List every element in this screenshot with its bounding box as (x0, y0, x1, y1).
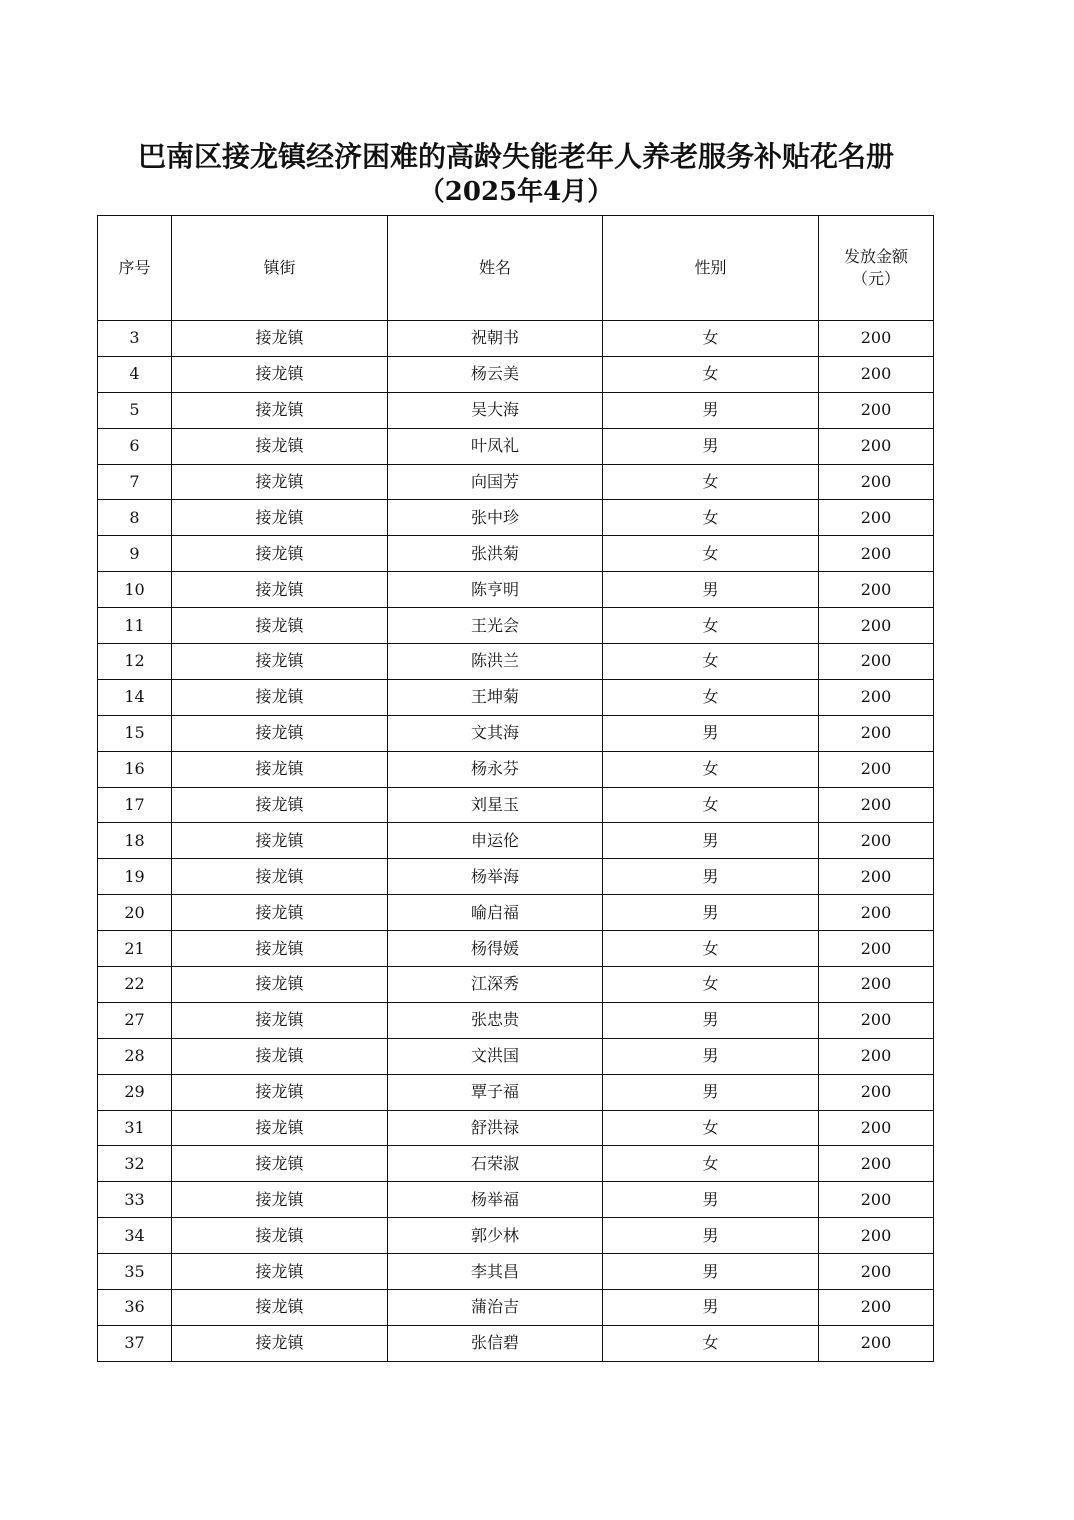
cell-serial-number: 28 (98, 1038, 172, 1074)
cell-serial-number: 17 (98, 787, 172, 823)
cell-gender: 男 (603, 823, 819, 859)
header-town: 镇街 (172, 216, 388, 321)
cell-gender: 女 (603, 321, 819, 357)
cell-town: 接龙镇 (172, 644, 388, 680)
cell-town: 接龙镇 (172, 428, 388, 464)
cell-serial-number: 3 (98, 321, 172, 357)
table-row (98, 608, 934, 644)
table-row (98, 895, 934, 931)
cell-gender: 男 (603, 572, 819, 608)
table-row (98, 356, 934, 392)
cell-town: 接龙镇 (172, 321, 388, 357)
cell-town: 接龙镇 (172, 1290, 388, 1326)
cell-town: 接龙镇 (172, 1110, 388, 1146)
cell-serial-number: 18 (98, 823, 172, 859)
table-row (98, 1254, 934, 1290)
cell-amount: 200 (819, 751, 934, 787)
cell-gender: 男 (603, 1290, 819, 1326)
cell-serial-number: 16 (98, 751, 172, 787)
document-title: 巴南区接龙镇经济困难的高龄失能老年人养老服务补贴花名册 (137, 140, 894, 173)
cell-name: 喻启福 (388, 895, 603, 931)
table-row (98, 787, 934, 823)
cell-town: 接龙镇 (172, 1182, 388, 1218)
cell-town: 接龙镇 (172, 967, 388, 1003)
cell-name: 郭少林 (388, 1218, 603, 1254)
table-row (98, 1038, 934, 1074)
table-row (98, 1182, 934, 1218)
cell-town: 接龙镇 (172, 715, 388, 751)
cell-serial-number: 6 (98, 428, 172, 464)
header-name: 姓名 (388, 216, 603, 321)
table-row (98, 1218, 934, 1254)
table-row (98, 1074, 934, 1110)
cell-town: 接龙镇 (172, 823, 388, 859)
table-row (98, 572, 934, 608)
cell-serial-number: 37 (98, 1325, 172, 1361)
cell-gender: 男 (603, 1218, 819, 1254)
cell-town: 接龙镇 (172, 931, 388, 967)
cell-amount: 200 (819, 536, 934, 572)
header-amount (819, 216, 934, 321)
cell-amount: 200 (819, 823, 934, 859)
table-row (98, 428, 934, 464)
cell-gender: 女 (603, 787, 819, 823)
cell-name: 向国芳 (388, 464, 603, 500)
cell-serial-number: 9 (98, 536, 172, 572)
cell-name: 叶凤礼 (388, 428, 603, 464)
cell-amount: 200 (819, 321, 934, 357)
cell-amount: 200 (819, 428, 934, 464)
cell-serial-number: 35 (98, 1254, 172, 1290)
cell-town: 接龙镇 (172, 464, 388, 500)
cell-name: 李其昌 (388, 1254, 603, 1290)
table-row (98, 1110, 934, 1146)
cell-gender: 男 (603, 1002, 819, 1038)
cell-amount: 200 (819, 644, 934, 680)
cell-town: 接龙镇 (172, 1074, 388, 1110)
header-amount-label: 发放金额 (843, 247, 908, 266)
table-row (98, 536, 934, 572)
cell-gender: 男 (603, 895, 819, 931)
cell-amount: 200 (819, 1074, 934, 1110)
cell-serial-number: 36 (98, 1290, 172, 1326)
cell-gender: 男 (603, 1038, 819, 1074)
cell-town: 接龙镇 (172, 751, 388, 787)
table-row (98, 321, 934, 357)
cell-name: 杨举福 (388, 1182, 603, 1218)
cell-name: 申运伦 (388, 823, 603, 859)
cell-gender: 男 (603, 1182, 819, 1218)
cell-name: 王坤菊 (388, 679, 603, 715)
header-amount-unit: （元） (851, 269, 900, 288)
cell-amount: 200 (819, 715, 934, 751)
cell-amount: 200 (819, 931, 934, 967)
cell-amount: 200 (819, 572, 934, 608)
cell-name: 张中珍 (388, 500, 603, 536)
table-header (98, 216, 934, 321)
cell-serial-number: 27 (98, 1002, 172, 1038)
cell-amount: 200 (819, 608, 934, 644)
document-subtitle: （2025年4月） (418, 177, 614, 207)
cell-town: 接龙镇 (172, 1218, 388, 1254)
table-row (98, 392, 934, 428)
cell-serial-number: 10 (98, 572, 172, 608)
cell-amount: 200 (819, 1110, 934, 1146)
cell-amount: 200 (819, 1146, 934, 1182)
table-row (98, 715, 934, 751)
cell-serial-number: 14 (98, 679, 172, 715)
cell-amount: 200 (819, 1182, 934, 1218)
table-row (98, 1146, 934, 1182)
cell-town: 接龙镇 (172, 500, 388, 536)
cell-name: 祝朝书 (388, 321, 603, 357)
cell-name: 王光会 (388, 608, 603, 644)
header-gender: 性别 (603, 216, 819, 321)
table-row (98, 859, 934, 895)
cell-gender: 女 (603, 608, 819, 644)
cell-amount: 200 (819, 392, 934, 428)
cell-name: 张忠贵 (388, 1002, 603, 1038)
table-row (98, 679, 934, 715)
cell-serial-number: 8 (98, 500, 172, 536)
header-row (98, 216, 934, 321)
cell-gender: 女 (603, 1110, 819, 1146)
cell-amount: 200 (819, 1218, 934, 1254)
cell-town: 接龙镇 (172, 787, 388, 823)
cell-amount: 200 (819, 464, 934, 500)
cell-amount: 200 (819, 500, 934, 536)
cell-amount: 200 (819, 787, 934, 823)
cell-town: 接龙镇 (172, 608, 388, 644)
cell-serial-number: 34 (98, 1218, 172, 1254)
table-row (98, 751, 934, 787)
cell-name: 吴大海 (388, 392, 603, 428)
cell-gender: 女 (603, 464, 819, 500)
cell-name: 文洪国 (388, 1038, 603, 1074)
cell-town: 接龙镇 (172, 679, 388, 715)
table-row (98, 464, 934, 500)
cell-name: 石荣淑 (388, 1146, 603, 1182)
cell-gender: 女 (603, 500, 819, 536)
cell-gender: 女 (603, 679, 819, 715)
cell-town: 接龙镇 (172, 895, 388, 931)
table-row (98, 823, 934, 859)
cell-name: 杨得媛 (388, 931, 603, 967)
cell-town: 接龙镇 (172, 1146, 388, 1182)
cell-serial-number: 29 (98, 1074, 172, 1110)
cell-name: 张洪菊 (388, 536, 603, 572)
cell-town: 接龙镇 (172, 392, 388, 428)
cell-town: 接龙镇 (172, 1002, 388, 1038)
header-serial-number: 序号 (98, 216, 172, 321)
cell-gender: 男 (603, 715, 819, 751)
cell-gender: 男 (603, 859, 819, 895)
cell-gender: 女 (603, 931, 819, 967)
cell-name: 文其海 (388, 715, 603, 751)
table-body (98, 321, 934, 1362)
table-row (98, 1290, 934, 1326)
cell-town: 接龙镇 (172, 356, 388, 392)
cell-gender: 女 (603, 1146, 819, 1182)
table-row (98, 644, 934, 680)
table-row (98, 931, 934, 967)
cell-gender: 男 (603, 428, 819, 464)
cell-amount: 200 (819, 356, 934, 392)
cell-serial-number: 21 (98, 931, 172, 967)
cell-amount: 200 (819, 679, 934, 715)
cell-serial-number: 20 (98, 895, 172, 931)
cell-name: 张信碧 (388, 1325, 603, 1361)
table-row (98, 1002, 934, 1038)
cell-gender: 女 (603, 967, 819, 1003)
cell-serial-number: 4 (98, 356, 172, 392)
cell-amount: 200 (819, 967, 934, 1003)
cell-serial-number: 31 (98, 1110, 172, 1146)
cell-name: 覃子福 (388, 1074, 603, 1110)
cell-name: 舒洪禄 (388, 1110, 603, 1146)
table-row (98, 967, 934, 1003)
cell-serial-number: 7 (98, 464, 172, 500)
cell-serial-number: 19 (98, 859, 172, 895)
cell-gender: 女 (603, 751, 819, 787)
cell-gender: 女 (603, 356, 819, 392)
subsidy-roster-table (97, 215, 934, 1362)
cell-gender: 男 (603, 1074, 819, 1110)
cell-town: 接龙镇 (172, 572, 388, 608)
cell-name: 蒲治吉 (388, 1290, 603, 1326)
cell-serial-number: 11 (98, 608, 172, 644)
cell-name: 杨永芬 (388, 751, 603, 787)
cell-amount: 200 (819, 1290, 934, 1326)
cell-amount: 200 (819, 1038, 934, 1074)
cell-amount: 200 (819, 895, 934, 931)
cell-amount: 200 (819, 1254, 934, 1290)
cell-name: 陈亨明 (388, 572, 603, 608)
cell-gender: 女 (603, 1325, 819, 1361)
cell-town: 接龙镇 (172, 1038, 388, 1074)
cell-gender: 女 (603, 536, 819, 572)
table-row (98, 1325, 934, 1361)
cell-amount: 200 (819, 1002, 934, 1038)
cell-name: 杨云美 (388, 356, 603, 392)
cell-name: 刘星玉 (388, 787, 603, 823)
cell-serial-number: 33 (98, 1182, 172, 1218)
cell-serial-number: 15 (98, 715, 172, 751)
table-row (98, 500, 934, 536)
cell-name: 江深秀 (388, 967, 603, 1003)
cell-amount: 200 (819, 859, 934, 895)
cell-amount: 200 (819, 1325, 934, 1361)
cell-gender: 男 (603, 392, 819, 428)
cell-name: 杨举海 (388, 859, 603, 895)
cell-town: 接龙镇 (172, 859, 388, 895)
cell-serial-number: 32 (98, 1146, 172, 1182)
cell-gender: 男 (603, 1254, 819, 1290)
cell-serial-number: 22 (98, 967, 172, 1003)
cell-name: 陈洪兰 (388, 644, 603, 680)
cell-town: 接龙镇 (172, 536, 388, 572)
cell-town: 接龙镇 (172, 1254, 388, 1290)
cell-gender: 女 (603, 644, 819, 680)
cell-serial-number: 12 (98, 644, 172, 680)
cell-town: 接龙镇 (172, 1325, 388, 1361)
cell-serial-number: 5 (98, 392, 172, 428)
